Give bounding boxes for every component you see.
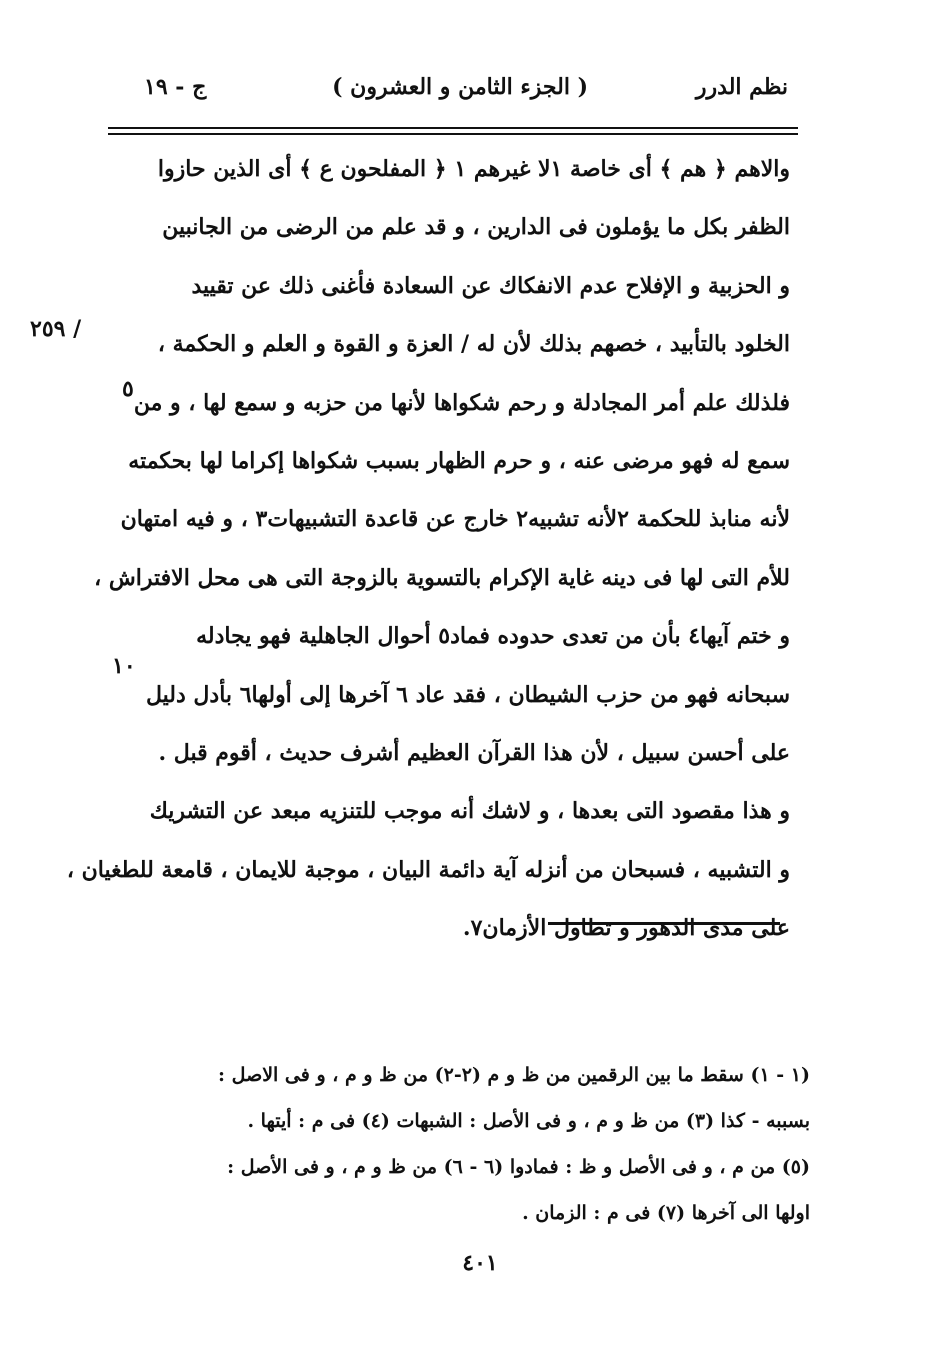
- part-title: ( الجزء الثامن و العشرون ): [332, 74, 588, 100]
- text-line: و الحزبية و الإفلاح عدم الانفكاك عن السعادة فأغنى ذلك عن تقييد: [191, 272, 790, 299]
- footnote-line: (١ - ١) سقط ما بين الرقمين من ظ و م (٢-٢) من ظ و م ، و فى الاصل :: [218, 1064, 810, 1086]
- text-line: و هذا مقصود التى بعدها ، و لاشك أنه موجب للتنزيه مبعد عن التشريك: [149, 798, 790, 825]
- text-line: والاهم ﴿ هم ﴾ أى خاصة ١لا غيرهم ١ ﴿ المفلحون ع ﴾ أى الذين حازوا: [157, 156, 790, 182]
- margin-page-reference: / ٢٥٩: [30, 316, 82, 342]
- header-rule-bottom: [108, 133, 798, 135]
- footnote-line: اولها الى آخرها (٧) فى م : الزمان .: [522, 1202, 810, 1224]
- page-number: ٤٠١: [462, 1250, 498, 1276]
- text-line: و التشبيه ، فسبحان من أنزله آية دائمة البيان ، موجبة للايمان ، قامعة للطغيان ،: [66, 856, 790, 883]
- text-line: لأنه منابذ للحكمة ٢لأنه تشبيه٢ خارج عن قاعدة التشبيهات٣ ، و فيه امتهان: [120, 506, 790, 533]
- text-line: سبحانه فهو من حزب الشيطان ، فقد عاد ٦ آخرها إلى أولها٦ بأدل دليل: [145, 681, 790, 708]
- text-line: سمع له فهو مرضى عنه ، و حرم الظهار بسبب شكواها إكراما لها بحكمته: [128, 447, 790, 474]
- text-line: للأم التى لها فى دينه غاية الإكرام بالتسوية بالزوجة التى هى محل الافتراش ،: [94, 564, 790, 591]
- text-line: و ختم آيها٤ بأن من تعدى حدوده فماد٥ أحوال الجاهلية فهو يجادله: [196, 623, 790, 650]
- margin-line-number-5: ٥: [122, 376, 134, 402]
- footnotes: [150, 1052, 810, 1236]
- text-line: على مدى الدهور و تطاول الأزمان٧.: [462, 915, 790, 942]
- text-line: الظفر بكل ما يؤملون فى الدارين ، و قد علم من الرضى من الجانبين: [162, 214, 790, 241]
- text-line: الخلود بالتأبيد ، خصهم بذلك لأن له / العزة و القوة و العلم و الحكمة ،: [157, 331, 790, 358]
- volume-chapter: ج - ١٩: [144, 74, 207, 100]
- footnote-separator-rule: [548, 922, 780, 925]
- header-rule-top: [108, 127, 798, 129]
- running-header: [108, 74, 788, 110]
- text-line: على أحسن سبيل ، لأن هذا القرآن العظيم أشرف حديث ، أقوم قبل .: [158, 739, 790, 766]
- text-line: فلذلك علم أمر المجادلة و رحم شكواها لأنها من حزبه و سمع لها ، و من: [133, 389, 790, 416]
- footnote-line: بسببه - كذا (٣) من ظ و م ، و فى الأصل : الشبهات (٤) فى م : أيتها .: [247, 1110, 810, 1132]
- book-title: نظم الدرر: [695, 74, 788, 100]
- footnote-line: (٥) من م ، و فى الأصل و ظ : فمادوا (٦ - ٦) من ظ و م ، و فى الأصل :: [227, 1156, 810, 1178]
- margin-line-number-10: ١٠: [112, 653, 136, 679]
